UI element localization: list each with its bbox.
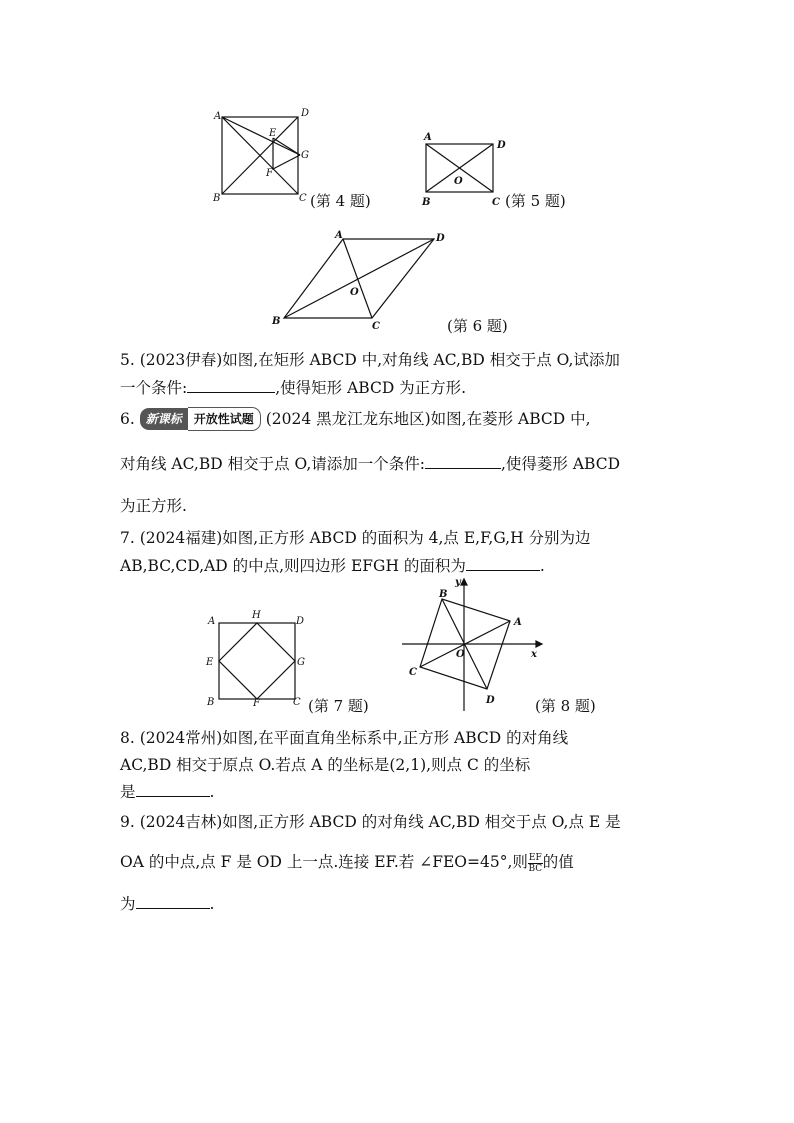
label-h: H: [252, 610, 261, 621]
label-x: x: [531, 649, 537, 660]
label-b: B: [213, 193, 221, 204]
tag-open-question: 开放性试题: [188, 407, 261, 431]
question-7: [120, 528, 591, 576]
square-efgh: [219, 623, 295, 699]
open-question-tag: [140, 407, 261, 431]
label-d: D: [301, 108, 310, 119]
question-6: [120, 408, 620, 516]
label-c: C: [293, 697, 301, 708]
label-b: B: [422, 197, 431, 208]
label-y: y: [455, 577, 461, 588]
question-6-text-2: 对角线 AC,BD 相交于点 O,请添加一个条件:: [120, 455, 425, 473]
question-8: [120, 728, 568, 802]
question-6-line1: [120, 408, 620, 432]
label-b: B: [439, 589, 448, 600]
diagonal-ac: [343, 239, 372, 318]
answer-blank-7[interactable]: [466, 556, 540, 571]
label-c: C: [492, 197, 500, 208]
caption-fig4: (第 4 题): [310, 192, 371, 210]
label-d: D: [486, 695, 495, 706]
question-9-line1: 9. (2024吉林)如图,正方形 ABCD 的对角线 AC,BD 相交于点 O,点 E 是: [120, 813, 621, 831]
answer-blank-5[interactable]: [187, 378, 275, 393]
question-8-text: 是: [120, 783, 136, 801]
figure-6: [268, 225, 458, 335]
answer-blank-8[interactable]: [136, 782, 210, 797]
label-e: E: [206, 657, 214, 668]
label-f: F: [253, 698, 260, 709]
question-9-line3: [120, 894, 621, 914]
figure-5: [418, 128, 513, 210]
label-a: A: [514, 617, 522, 628]
question-9-text-3: 为: [120, 894, 136, 913]
label-c: C: [372, 321, 380, 332]
question-6-text: (2024 黑龙江龙东地区)如图,在菱形 ABCD 中,: [265, 410, 591, 428]
label-d: D: [296, 616, 305, 627]
figure-8: [398, 575, 548, 715]
label-d: D: [497, 140, 506, 151]
figure-7: [200, 608, 310, 709]
question-8-line1: 8. (2024常州)如图,在平面直角坐标系中,正方形 ABCD 的对角线: [120, 729, 569, 747]
question-8-line3: [120, 782, 568, 802]
answer-blank-9[interactable]: [136, 894, 210, 909]
question-7-text: AB,BC,CD,AD 的中点,则四边形 EFGH 的面积为: [120, 557, 466, 575]
y-axis-arrow: [461, 579, 467, 585]
question-7-text-end: .: [539, 557, 545, 575]
label-g: G: [301, 150, 309, 161]
label-c: C: [299, 193, 307, 204]
question-5-text-end: ,使得矩形 ABCD 为正方形.: [275, 379, 467, 397]
question-6-line3: 为正方形.: [120, 497, 187, 515]
question-9: [120, 812, 621, 914]
caption-fig6: (第 6 题): [447, 317, 508, 335]
fraction-numerator: EF: [528, 852, 542, 863]
question-5-line2: [120, 378, 620, 398]
question-6-number: 6.: [120, 410, 135, 428]
x-axis-arrow: [536, 641, 542, 647]
caption-fig5: (第 5 题): [505, 192, 566, 210]
answer-blank-6[interactable]: [425, 454, 501, 469]
figure-4: [205, 105, 325, 210]
caption-fig8: (第 8 题): [535, 697, 596, 715]
question-5-line1: 5. (2023伊春)如图,在矩形 ABCD 中,对角线 AC,BD 相交于点 O,试添加: [120, 351, 620, 369]
question-7-line2: [120, 556, 591, 576]
question-8-text-end: .: [209, 783, 215, 801]
label-e: E: [269, 128, 277, 139]
label-o: O: [350, 287, 359, 298]
question-7-line1: 7. (2024福建)如图,正方形 ABCD 的面积为 4,点 E,F,G,H 分别为边: [120, 529, 591, 547]
label-a: A: [335, 230, 343, 241]
question-9-line2: [120, 852, 621, 874]
question-9-text-2: 的值: [542, 853, 574, 871]
question-9-text: OA 的中点,点 F 是 OD 上一点.连接 EF.若 ∠FEO=45°,则: [120, 853, 528, 871]
question-9-text-end: .: [209, 894, 215, 913]
square-abcd: [219, 623, 295, 699]
question-5: [120, 350, 620, 398]
question-6-text-3: ,使得菱形 ABCD: [500, 455, 620, 473]
label-b: B: [272, 316, 281, 327]
label-f: F: [266, 168, 273, 179]
question-8-line2: AC,BD 相交于原点 O.若点 A 的坐标是(2,1),则点 C 的坐标: [120, 756, 531, 774]
label-a: A: [208, 616, 216, 627]
segment-eg: [273, 138, 300, 155]
question-6-line2: [120, 454, 620, 474]
label-a: A: [214, 111, 222, 122]
question-5-text: 一个条件:: [120, 379, 188, 397]
fraction-denominator: BC: [528, 863, 543, 874]
label-g: G: [297, 657, 305, 668]
label-a: A: [424, 132, 432, 143]
segment-ag: [222, 117, 300, 155]
fraction-ef-bc: [528, 853, 543, 874]
label-o: O: [456, 649, 465, 660]
label-b: B: [207, 697, 215, 708]
label-d: D: [436, 233, 445, 244]
caption-fig7: (第 7 题): [308, 697, 369, 715]
diagonal-bd: [284, 239, 434, 318]
label-c: C: [409, 667, 417, 678]
label-o: O: [454, 176, 463, 187]
tag-new-curriculum: 新课标: [140, 408, 188, 430]
segment-fg: [273, 155, 300, 169]
